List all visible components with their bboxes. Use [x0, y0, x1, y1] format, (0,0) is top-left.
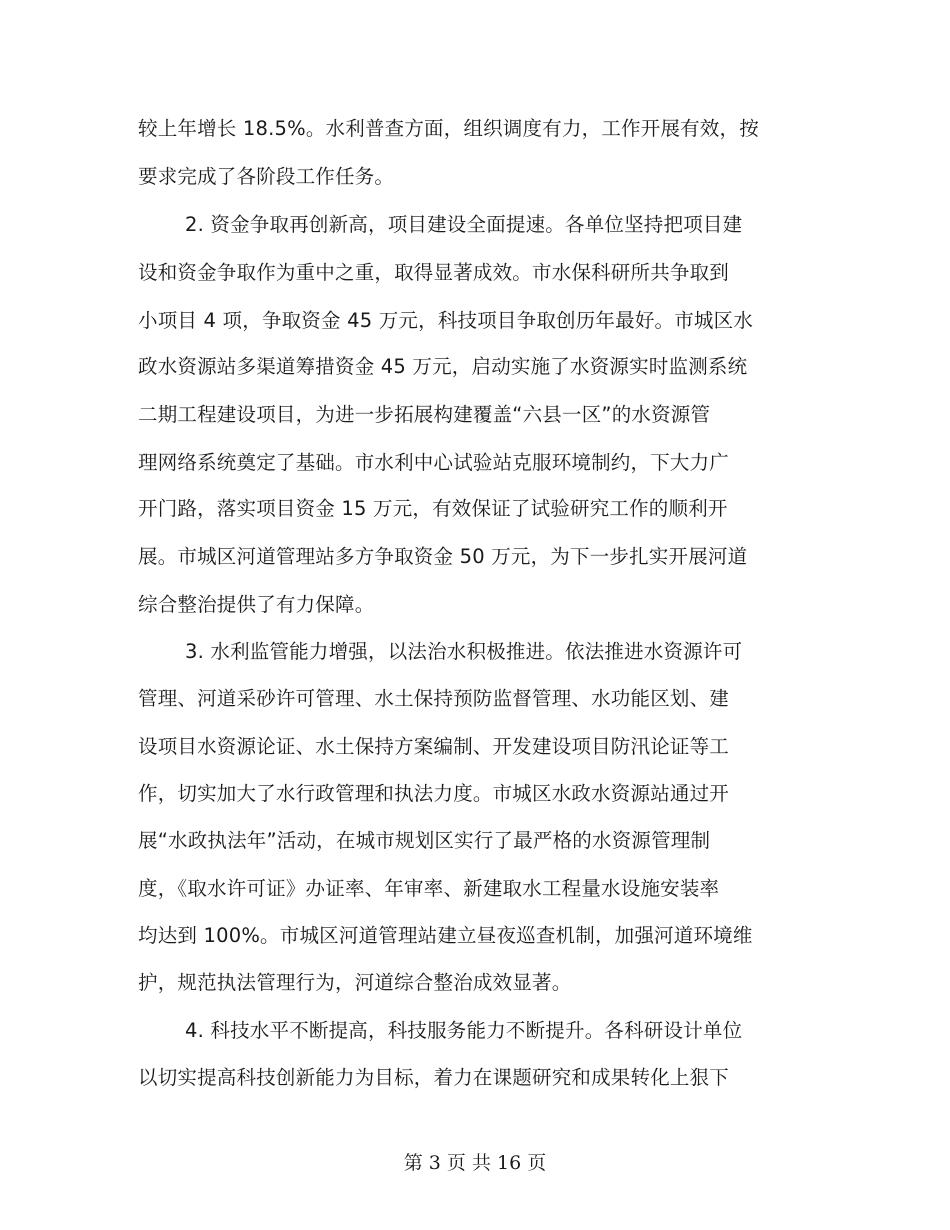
- paragraph-line: 要求完成了各阶段工作任务。: [138, 165, 395, 188]
- paragraph-line: 政水资源站多渠道筹措资金 45 万元，启动实施了水资源实时监测系统: [138, 355, 748, 378]
- paragraph-line: 设和资金争取作为重中之重，取得显著成效。市水保科研所共争取到: [138, 261, 730, 284]
- paragraph-line: 3. 水利监管能力增强，以法治水积极推进。依法推进水资源许可: [185, 640, 743, 663]
- paragraph-line: 二期工程建设项目，为进一步拓展构建覆盖“六县一区”的水资源管: [138, 403, 711, 426]
- paragraph-line: 2. 资金争取再创新高，项目建设全面提速。各单位坚持把项目建: [185, 213, 743, 236]
- paragraph-line: 设项目水资源论证、水土保持方案编制、开发建设项目防汛论证等工: [138, 735, 730, 758]
- paragraph-line: 4. 科技水平不断提高，科技服务能力不断提升。各科研设计单位: [185, 1019, 743, 1042]
- paragraph-line: 管理、河道采砂许可管理、水土保持预防监督管理、水功能区划、建: [138, 687, 730, 710]
- paragraph-line: 小项目 4 项，争取资金 45 万元，科技项目争取创历年最好。市城区水: [138, 309, 754, 332]
- paragraph-line: 度，《取水许可证》办证率、年审率、新建取水工程量水设施安装率: [138, 877, 720, 900]
- paragraph-line: 以切实提高科技创新能力为目标，着力在课题研究和成果转化上狠下: [138, 1066, 730, 1089]
- paragraph-line: 均达到 100%。市城区河道管理站建立昼夜巡查机制，加强河道环境维: [138, 924, 753, 947]
- paragraph-line: 作，切实加大了水行政管理和执法力度。市城区水政水资源站通过开: [138, 782, 730, 805]
- paragraph-line: 理网络系统奠定了基础。市水利中心试验站克服环境制约，下大力广: [138, 451, 730, 474]
- paragraph-line: 开门路，落实项目资金 15 万元，有效保证了试验研究工作的顺利开: [138, 497, 728, 520]
- paragraph-line: 护，规范执法管理行为，河道综合整治成效显著。: [138, 971, 572, 994]
- paragraph-line: 展。市城区河道管理站多方争取资金 50 万元，为下一步扎实开展河道: [138, 545, 748, 568]
- paragraph-line: 综合整治提供了有力保障。: [138, 593, 375, 616]
- page-number-footer: 第 3 页 共 16 页: [403, 1152, 547, 1174]
- paragraph-line: 展“水政执法年”活动，在城市规划区实行了最严格的水资源管理制: [138, 829, 711, 852]
- paragraph-line: 较上年增长 18.5%。水利普查方面，组织调度有力，工作开展有效，按: [138, 117, 759, 140]
